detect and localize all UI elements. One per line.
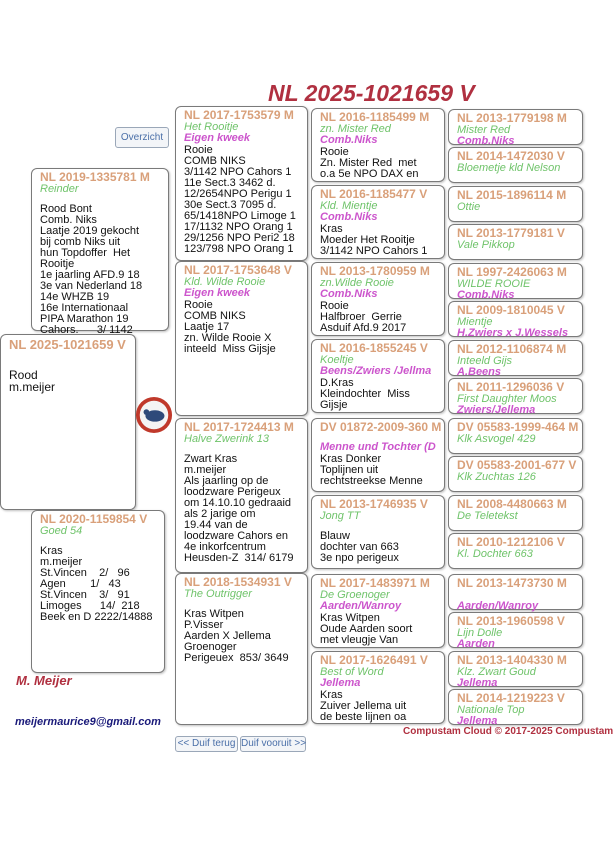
breeder-name: Comb.Niks [457, 289, 515, 301]
owner-email: meijermaurice9@gmail.com [15, 716, 161, 728]
pigeon-name: Nationale Top [457, 704, 525, 716]
pigeon-name: Klz. Zwart Goud [457, 666, 536, 678]
pigeon-name: De Teletekst [457, 510, 518, 522]
ring-number: NL 2011-1296036 V [457, 380, 565, 394]
ancestor-card[interactable] [448, 263, 583, 299]
back-button[interactable]: << Duif terug [175, 736, 238, 752]
ancestor-card[interactable] [448, 109, 583, 145]
pigeon-name: The Outrigger [184, 588, 252, 600]
breeder-name: A.Beens [457, 366, 502, 378]
breeder-name: Eigen kweek [184, 132, 251, 144]
breeder-name: Zwiers/Jellema [457, 404, 536, 416]
card-text: Rooie COMB NIKS Laatje 17 zn. Wilde Rooie X inteeld Miss Gijsje [184, 299, 276, 355]
pigeon-name: Jong TT [320, 510, 361, 522]
grandparent-card[interactable] [175, 261, 308, 416]
ring-number: NL 1997-2426063 M [457, 265, 567, 279]
breeder-name: Menne und Tochter (D [320, 441, 436, 453]
ring-number: NL 2016-1185477 V [320, 187, 428, 201]
card-text: Kras Zuiver Jellema uit de beste lijnen oa [320, 689, 407, 723]
card-text: Rooie Halfbroer Gerrie Asduif Afd.9 2017 [320, 300, 407, 334]
pigeon-name: Mientje [457, 316, 493, 328]
great-grandparent-card[interactable] [311, 185, 445, 259]
pigeon-name: Best of Word [320, 666, 384, 678]
great-grandparent-card[interactable] [311, 262, 445, 336]
ring-number: DV 01872-2009-360 M [320, 420, 442, 434]
pigeon-name: De Groenoger [320, 589, 390, 601]
pigeon-name: Klk Asvogel 429 [457, 433, 536, 445]
grandparent-card[interactable] [175, 418, 308, 573]
great-grandparent-card[interactable] [311, 339, 445, 413]
ring-number: NL 2017-1753648 V [184, 263, 292, 277]
pigeon-name: WILDE ROOIE [457, 278, 531, 290]
card-text: Rood m.meijer [9, 368, 56, 394]
ancestor-card[interactable] [448, 533, 583, 569]
great-grandparent-card[interactable] [311, 495, 445, 569]
card-text: Rood Bont Comb. Niks Laatje 2019 gekocht bij comb Niks uit hun Topdoffer Het Rooitje 1e jaarling AFD.9 18 3e van Nederland 18 14e WHZB 19 16e Internationaal PIPA Marathon 19 Cahors. 3/ 1142 [40, 203, 143, 336]
breeder-name: Comb.Niks [320, 134, 378, 146]
card-text: Kras m.meijer St.Vincen 2/ 96 Agen 1/ 43 St.Vincen 3/ 91 Limoges 14/ 218 Beek en D 2222/14888 [40, 545, 153, 623]
ring-number: NL 2017-1483971 M [320, 576, 430, 590]
breeder-name: Eigen kweek [184, 287, 251, 299]
ring-number: NL 2008-4480663 M [457, 497, 567, 511]
ancestor-card[interactable] [448, 456, 583, 492]
page-title: NL 2025-1021659 V [268, 80, 475, 106]
ancestor-card[interactable] [448, 340, 583, 376]
ancestor-card[interactable] [448, 574, 583, 610]
card-text: Rooie Zn. Mister Red met o.a 5e NPO DAX en [320, 146, 419, 180]
pigeon-name: Inteeld Gijs [457, 355, 513, 367]
ring-number: NL 2013-1960598 V [457, 614, 565, 628]
breeder-name: Comb.Niks [320, 211, 378, 223]
ring-number: NL 2013-1473730 M [457, 576, 567, 590]
ring-number: NL 2016-1855245 V [320, 341, 428, 355]
pigeon-name: Goed 54 [40, 525, 83, 537]
pigeon-name: Bloemetje kld Nelson [457, 162, 561, 174]
card-text: Blauw dochter van 663 3e npo perigeux [320, 530, 399, 564]
pigeon-name: First Daughter Moos [457, 393, 557, 405]
great-grandparent-card[interactable] [311, 418, 445, 492]
card-text: Kras Witpen Oude Aarden soort met vleugje Van [320, 612, 413, 646]
ancestor-card[interactable] [448, 612, 583, 648]
card-text: Kras Witpen P.Visser Aarden X Jellema Groenoger Perigeuex 853/ 3649 [184, 608, 289, 664]
card-text: Rooie COMB NIKS 3/1142 NPO Cahors 1 11e Sect.3 3462 d. 12/2654NPO Perigu 1 30e Sect.3 7095 d. 65/1418NPO Limoge 1 17/1132 NPO Orang 1 29/1256 NPO Peri2 18 123/798 NPO Orang 1 [184, 144, 296, 255]
pigeon-name: Kld. Mientje [320, 200, 378, 212]
breeder-name: Jellema [457, 715, 498, 727]
ancestor-card[interactable] [448, 418, 583, 454]
ring-number: NL 2012-1106874 M [457, 342, 567, 356]
pigeon-name: Kld. Wilde Rooie [184, 276, 266, 288]
ring-number: DV 05583-1999-464 M [457, 420, 579, 434]
pigeon-name: Vale Pikkop [457, 239, 515, 251]
pigeon-name: zn.Wilde Rooie [320, 277, 394, 289]
breeder-name: Aarden/Wanroy [320, 600, 402, 612]
breeder-name: Comb.Niks [320, 288, 378, 300]
pigeon-name: Het Rooitje [184, 121, 239, 133]
ancestor-card[interactable] [448, 378, 583, 414]
ancestor-card[interactable] [448, 147, 583, 183]
ring-number: NL 2014-1472030 V [457, 149, 565, 163]
pigeon-name: Halve Zwerink 13 [184, 433, 269, 445]
pigeon-name: Kl. Dochter 663 [457, 548, 533, 560]
ring-number: NL 2018-1534931 V [184, 575, 292, 589]
card-text: Kras Donker Toplijnen uit rechtstreekse Menne [320, 453, 423, 487]
forward-button[interactable]: Duif vooruit >> [240, 736, 306, 752]
ring-number: NL 2013-1404330 M [457, 653, 567, 667]
ring-number: NL 2017-1724413 M [184, 420, 294, 434]
ancestor-card[interactable] [448, 224, 583, 260]
grandparent-card[interactable] [175, 573, 308, 725]
ring-number: NL 2020-1159854 V [40, 512, 148, 526]
great-grandparent-card[interactable] [311, 574, 445, 648]
grandparent-card[interactable] [175, 106, 308, 261]
pigeon-name: zn. Mister Red [320, 123, 391, 135]
subject-card[interactable] [0, 334, 136, 510]
card-text: Kras Moeder Het Rooitje 3/1142 NPO Cahors 1 [320, 223, 428, 257]
owner-name: M. Meijer [16, 673, 72, 688]
pigeon-name: Klk Zuchtas 126 [457, 471, 536, 483]
pigeon-name: Koeltje [320, 354, 354, 366]
ring-number: NL 2015-1896114 M [457, 188, 567, 202]
breeder-name: Beens/Zwiers /Jellma [320, 365, 432, 377]
breeder-name: Jellema [320, 677, 361, 689]
ring-number: NL 2025-1021659 V [9, 337, 126, 352]
pigeon-name: Lijn Dolle [457, 627, 503, 639]
ring-number: NL 2013-1780959 M [320, 264, 430, 278]
breeder-name: H.Zwiers x J.Wessels [457, 327, 569, 339]
ring-number: NL 2017-1753579 M [184, 108, 294, 122]
ring-number: NL 2016-1185499 M [320, 110, 430, 124]
ring-number: NL 2009-1810045 V [457, 303, 565, 317]
ancestor-card[interactable] [448, 186, 583, 222]
ring-number: NL 2010-1212106 V [457, 535, 565, 549]
ring-number: NL 2013-1779181 V [457, 226, 565, 240]
ancestor-card[interactable] [448, 689, 583, 725]
footer-copyright: Compustam Cloud © 2017-2025 Compustam [403, 726, 613, 737]
great-grandparent-card[interactable] [311, 651, 445, 724]
breeder-name: Aarden [457, 638, 495, 650]
overview-button[interactable]: Overzicht [115, 127, 169, 148]
card-text: Zwart Kras m.meijer Als jaarling op de loodzware Perigeux om 14.10.10 gedraaid als 2 jarige om 19.44 van de loodzware Cahors en 4e inkorfcentrum Heusden-Z 314/ 6179 [184, 453, 294, 564]
pigeon-name: Mister Red [457, 124, 511, 136]
card-text: D.Kras Kleindochter Miss Gijsje [320, 377, 410, 411]
mother-card[interactable] [31, 510, 165, 673]
father-card[interactable] [31, 168, 169, 336]
ancestor-card[interactable] [448, 301, 583, 337]
ancestor-card[interactable] [448, 495, 583, 531]
ring-number: NL 2013-1746935 V [320, 497, 428, 511]
ring-number: NL 2019-1335781 M [40, 170, 150, 184]
breeder-name: Aarden/Wanroy [457, 600, 539, 612]
breeder-name: Jellema [457, 677, 498, 689]
great-grandparent-card[interactable] [311, 108, 445, 182]
pigeon-name: Ottie [457, 201, 481, 213]
ring-number: NL 2014-1219223 V [457, 691, 565, 705]
ancestor-card[interactable] [448, 651, 583, 687]
ring-number: NL 2013-1779198 M [457, 111, 567, 125]
breeder-name: Comb.Niks [457, 135, 515, 147]
ring-number: NL 2017-1626491 V [320, 653, 428, 667]
ring-number: DV 05583-2001-677 V [457, 458, 577, 472]
pigeon-logo-icon [135, 396, 173, 434]
pigeon-name: Reinder [40, 183, 79, 195]
